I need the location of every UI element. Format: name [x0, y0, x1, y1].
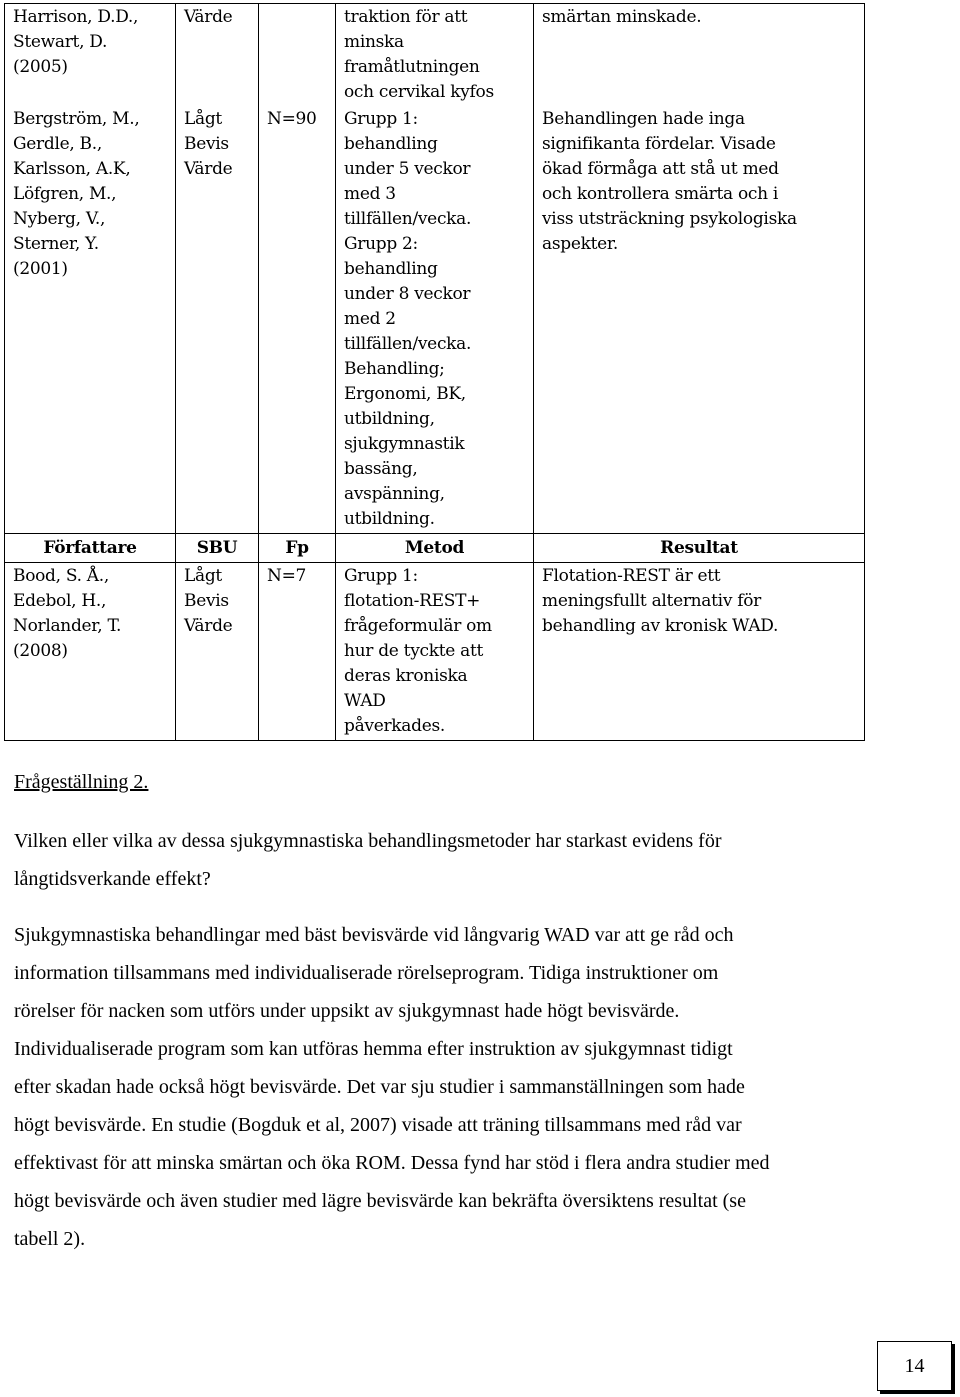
author-cell [5, 563, 176, 741]
text-line: deras kroniska [344, 666, 468, 686]
text-line: viss utsträckning psykologiska [542, 209, 797, 229]
text-line: Norlander, T. [13, 616, 122, 636]
text-line: Grupp 2: [344, 234, 418, 254]
text-line: N=90 [267, 109, 317, 129]
table-row [5, 563, 865, 741]
text-line: tabell 2). [14, 1228, 86, 1250]
fp-cell [259, 106, 336, 534]
text-line: frågeformulär om [344, 616, 492, 636]
text-line: ökad förmåga att stå ut med [542, 159, 779, 179]
studies-table [4, 3, 865, 741]
text-line: Grupp 1: [344, 566, 418, 586]
text-line: tillfällen/vecka. [344, 334, 472, 354]
text-line: Grupp 1: [344, 109, 418, 129]
text-line: minska [344, 32, 404, 52]
text-line: Lågt [184, 109, 222, 129]
text-line: Lågt [184, 566, 222, 586]
text-line: Värde [184, 159, 233, 179]
text-line: påverkades. [344, 716, 446, 736]
text-line: (2008) [13, 641, 68, 661]
text-line: Gerdle, B., [13, 134, 102, 154]
header-sbu: SBU [176, 534, 259, 563]
text-line: Harrison, D.D., [13, 7, 139, 27]
text-line: (2001) [13, 259, 68, 279]
author-cell [5, 4, 176, 107]
result-cell [534, 106, 865, 534]
text-line [267, 5, 327, 30]
text-line: smärtan minskade. [542, 7, 702, 27]
text-line: Löfgren, M., [13, 184, 117, 204]
table-row [5, 4, 865, 107]
method-cell [336, 106, 534, 534]
text-line: med 3 [344, 184, 396, 204]
method-cell [336, 563, 534, 741]
text-line: effektivast för att minska smärtan och öka ROM. Dessa fynd har stöd i flera andra studier med [14, 1152, 770, 1174]
text-line: Stewart, D. [13, 32, 108, 52]
text-line: flotation-REST+ [344, 591, 481, 611]
text-line: Sjukgymnastiska behandlingar med bäst bevisvärde vid långvarig WAD var att ge råd och [14, 924, 734, 946]
text-line: behandling av kronisk WAD. [542, 616, 779, 636]
fp-cell [259, 563, 336, 741]
text-line: avspänning, [344, 484, 445, 504]
text-line: Värde [184, 7, 233, 27]
text-line: behandling [344, 259, 438, 279]
method-cell [336, 4, 534, 107]
text-line: under 8 veckor [344, 284, 471, 304]
text-line: sjukgymnastik [344, 434, 465, 454]
text-line: tillfällen/vecka. [344, 209, 472, 229]
text-line: Behandlingen hade inga [542, 109, 745, 129]
text-line: Nyberg, V., [13, 209, 106, 229]
answer-paragraph [14, 916, 854, 1258]
text-line: signifikanta fördelar. Visade [542, 134, 776, 154]
text-line: bassäng, [344, 459, 418, 479]
fp-cell [259, 4, 336, 107]
text-line: Karlsson, A.K, [13, 159, 131, 179]
text-line: information tillsammans med individualiserade rörelseprogram. Tidiga instruktioner om [14, 962, 719, 984]
text-line: Bood, S. Å., [13, 566, 109, 586]
text-line: Bevis [184, 134, 229, 154]
text-line: hur de tyckte att [344, 641, 484, 661]
text-line: långtidsverkande effekt? [14, 868, 211, 890]
text-line: traktion för att [344, 7, 468, 27]
header-method: Metod [336, 534, 534, 563]
sbu-cell [176, 106, 259, 534]
text-line: Bergström, M., [13, 109, 140, 129]
text-line: rörelser för nacken som utförs under uppsikt av sjukgymnast hade högt bevisvärde. [14, 1000, 680, 1022]
text-line: utbildning, [344, 409, 435, 429]
table-row [5, 106, 865, 534]
header-result: Resultat [534, 534, 865, 563]
result-cell [534, 4, 865, 107]
section-heading: Frågeställning 2. [14, 771, 149, 793]
sbu-cell [176, 4, 259, 107]
text-line: Individualiserade program som kan utföras hemma efter instruktion av sjukgymnast tidigt [14, 1038, 733, 1060]
text-line: Värde [184, 616, 233, 636]
text-line: och cervikal kyfos [344, 82, 494, 102]
text-line: (2005) [13, 57, 68, 77]
question-paragraph [14, 822, 854, 898]
text-line: efter skadan hade också högt bevisvärde. Det var sju studier i sammanställningen som hade [14, 1076, 745, 1098]
sbu-cell [176, 563, 259, 741]
table-header-row [5, 534, 865, 563]
header-author: Författare [5, 534, 176, 563]
text-line: behandling [344, 134, 438, 154]
text-line: under 5 veckor [344, 159, 471, 179]
text-line: meningsfullt alternativ för [542, 591, 761, 611]
author-cell [5, 106, 176, 534]
page-number [877, 1341, 952, 1391]
text-line: högt bevisvärde och även studier med lägre bevisvärde kan bekräfta översiktens resultat (se [14, 1190, 746, 1212]
text-line: och kontrollera smärta och i [542, 184, 779, 204]
text-line: Flotation-REST är ett [542, 566, 721, 586]
text-line: Bevis [184, 591, 229, 611]
text-line: med 2 [344, 309, 396, 329]
header-fp: Fp [259, 534, 336, 563]
text-line: Behandling; [344, 359, 445, 379]
text-line: framåtlutningen [344, 57, 480, 77]
text-line: Sterner, Y. [13, 234, 99, 254]
text-line: N=7 [267, 566, 307, 586]
text-line: aspekter. [542, 234, 618, 254]
text-line: Ergonomi, BK, [344, 384, 466, 404]
result-cell [534, 563, 865, 741]
page-number-text: 14 [904, 1354, 925, 1377]
text-line: utbildning. [344, 509, 435, 529]
text-line: Vilken eller vilka av dessa sjukgymnastiska behandlingsmetoder har starkast evidens för [14, 830, 722, 852]
text-line: Edebol, H., [13, 591, 107, 611]
text-line: WAD [344, 691, 386, 711]
text-line: högt bevisvärde. En studie (Bogduk et al, 2007) visade att träning tillsammans med råd var [14, 1114, 742, 1136]
